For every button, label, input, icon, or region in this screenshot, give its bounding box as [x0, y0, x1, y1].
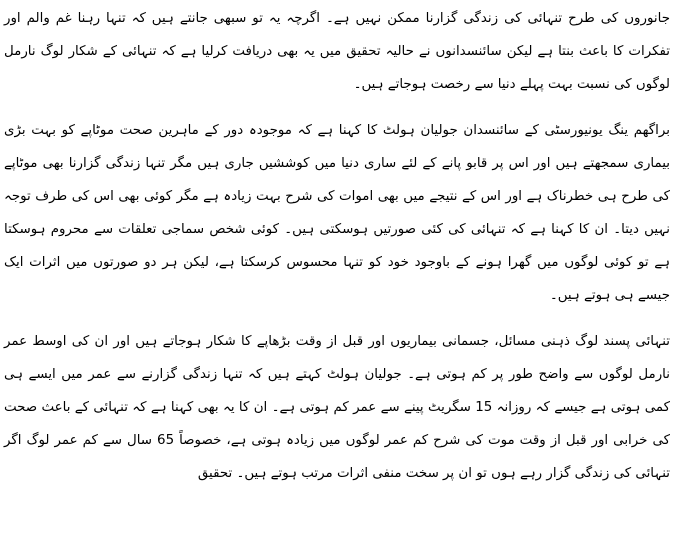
paragraph-1: جانوروں کی طرح تنہائی کی زندگی گزارنا ممکن نہیں ہے۔ اگرچہ یہ تو سبھی جانتے ہیں کہ تنہا رہنا غم والم اور تفکرات کا باعث بنتا ہے لیکن سائنسدانوں نے حالیہ تحقیق میں یہ بھی دریافت کرلیا ہے کہ تنہائی کے شکار لوگ نارمل لوگوں کی نسبت بہت پہلے دنیا سے رخصت ہوجاتے ہیں۔ — [4, 11, 670, 92]
article-body — [4, 2, 670, 490]
paragraph-2: براگھم ینگ یونیورسٹی کے سائنسدان جولیان ہولٹ کا کہنا ہے کہ موجودہ دور کے ماہرین صحت موٹاپے کو بہت بڑی بیماری سمجھتے ہیں اور اس پر قابو پانے کے لئے ساری دنیا میں کوششیں جاری ہیں مگر تنہا زندگی گزارنا بھی موٹاپے کی طرح ہی خطرناک ہے اور اس کے نتیجے میں بھی اموات کی شرح بہت زیادہ ہے مگر کوئی بھی اس کی طرف توجہ نہیں دیتا۔ ان کا کہنا ہے کہ تنہائی کی کئی صورتیں ہوسکتی ہیں۔ کوئی شخص سماجی تعلقات سے محروم ہوسکتا ہے تو کوئی لوگوں میں گھرا ہونے کے باوجود خود کو تنہا محسوس کرسکتا ہے، لیکن ہر دو صورتوں میں اثرات ایک جیسے ہی ہوتے ہیں۔ — [4, 123, 670, 303]
paragraph-3: تنہائی پسند لوگ ذہنی مسائل، جسمانی بیماریوں اور قبل از وقت بڑھاپے کا شکار ہوجاتے ہیں اور ان کی اوسط عمر نارمل لوگوں سے واضح طور پر کم ہوتی ہے۔ جولیان ہولٹ کہتے ہیں کہ تنہا زندگی گزارنے سے عمر میں ایسے ہی کمی ہوتی ہے جیسے کہ روزانہ 15 سگریٹ پینے سے عمر کم ہوتی ہے۔ ان کا یہ بھی کہنا ہے کہ تنہائی کے باعث صحت کی خرابی اور قبل از وقت موت کی شرح کم عمر لوگوں میں زیادہ ہوتی ہے، خصوصاً 65 سال سے کم عمر لوگ اگر تنہائی کی زندگی گزار رہے ہوں تو ان پر سخت منفی اثرات مرتب ہوتے ہیں۔ تحقیق — [4, 334, 671, 481]
